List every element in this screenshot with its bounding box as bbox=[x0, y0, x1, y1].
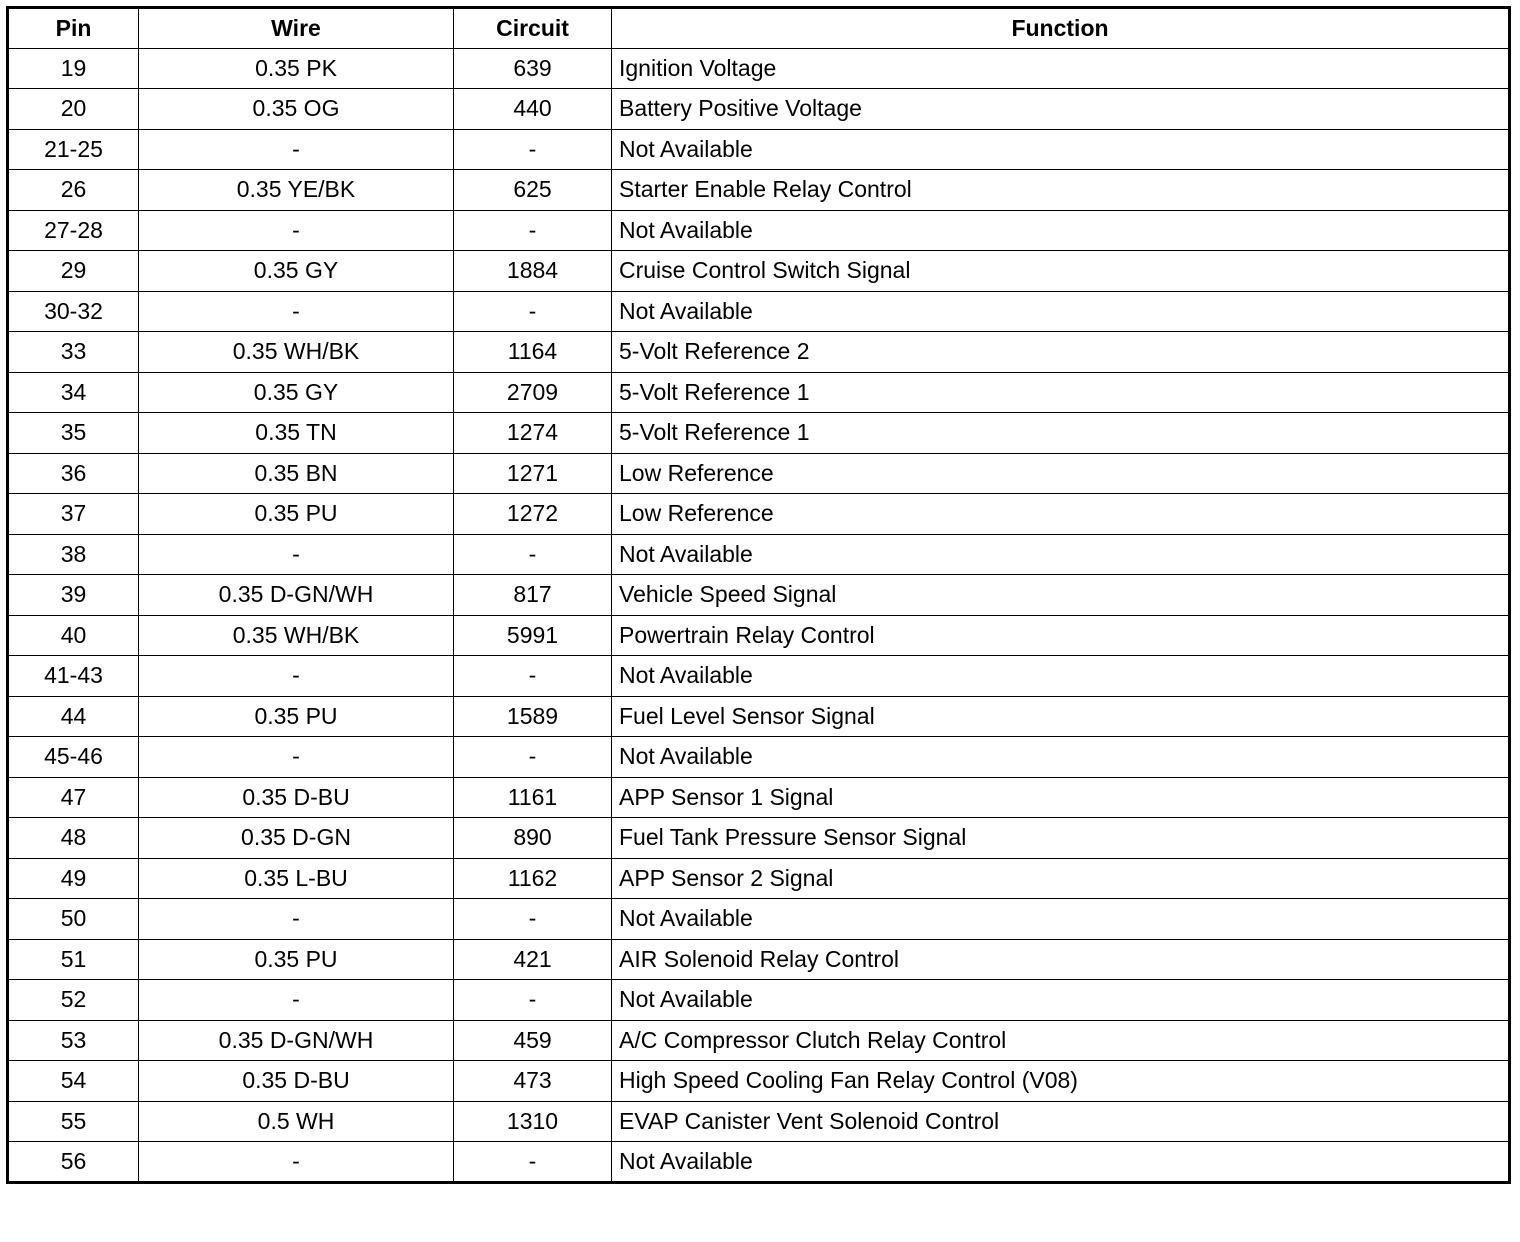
table-row bbox=[8, 1020, 1510, 1061]
function-cell: Not Available bbox=[612, 656, 1510, 697]
function-cell: EVAP Canister Vent Solenoid Control bbox=[612, 1101, 1510, 1142]
table-row bbox=[8, 737, 1510, 778]
wire-cell: - bbox=[139, 534, 454, 575]
table-row bbox=[8, 129, 1510, 170]
wire-cell: 0.35 WH/BK bbox=[139, 332, 454, 373]
table-row bbox=[8, 494, 1510, 535]
function-cell: Not Available bbox=[612, 1142, 1510, 1183]
wire-cell: 0.35 D-BU bbox=[139, 1061, 454, 1102]
pin-cell: 51 bbox=[8, 939, 139, 980]
function-cell: Not Available bbox=[612, 534, 1510, 575]
pin-cell: 20 bbox=[8, 89, 139, 130]
function-cell: High Speed Cooling Fan Relay Control (V08) bbox=[612, 1061, 1510, 1102]
table-row bbox=[8, 818, 1510, 859]
table-row bbox=[8, 210, 1510, 251]
function-cell: Not Available bbox=[612, 129, 1510, 170]
table-row bbox=[8, 1061, 1510, 1102]
pin-cell: 45-46 bbox=[8, 737, 139, 778]
pin-cell: 53 bbox=[8, 1020, 139, 1061]
wire-cell: 0.35 D-GN/WH bbox=[139, 575, 454, 616]
pin-cell: 35 bbox=[8, 413, 139, 454]
wire-cell: - bbox=[139, 210, 454, 251]
wire-cell: 0.35 L-BU bbox=[139, 858, 454, 899]
pin-cell: 41-43 bbox=[8, 656, 139, 697]
function-cell: APP Sensor 2 Signal bbox=[612, 858, 1510, 899]
wire-cell: 0.35 OG bbox=[139, 89, 454, 130]
wire-cell: 0.35 PU bbox=[139, 494, 454, 535]
function-cell: 5-Volt Reference 2 bbox=[612, 332, 1510, 373]
circuit-cell: 890 bbox=[454, 818, 612, 859]
header-function: Function bbox=[612, 8, 1510, 49]
pin-cell: 39 bbox=[8, 575, 139, 616]
table-row bbox=[8, 48, 1510, 89]
table-row bbox=[8, 453, 1510, 494]
function-cell: Not Available bbox=[612, 980, 1510, 1021]
wire-cell: - bbox=[139, 899, 454, 940]
table-row bbox=[8, 899, 1510, 940]
circuit-cell: 1272 bbox=[454, 494, 612, 535]
circuit-cell: 1589 bbox=[454, 696, 612, 737]
table-row bbox=[8, 1142, 1510, 1183]
function-cell: Low Reference bbox=[612, 494, 1510, 535]
circuit-cell: - bbox=[454, 534, 612, 575]
function-cell: Not Available bbox=[612, 899, 1510, 940]
pin-cell: 30-32 bbox=[8, 291, 139, 332]
wire-cell: 0.35 GY bbox=[139, 251, 454, 292]
function-cell: 5-Volt Reference 1 bbox=[612, 413, 1510, 454]
function-cell: A/C Compressor Clutch Relay Control bbox=[612, 1020, 1510, 1061]
function-cell: APP Sensor 1 Signal bbox=[612, 777, 1510, 818]
pin-cell: 34 bbox=[8, 372, 139, 413]
wire-cell: - bbox=[139, 1142, 454, 1183]
function-cell: Battery Positive Voltage bbox=[612, 89, 1510, 130]
wire-cell: 0.35 D-BU bbox=[139, 777, 454, 818]
wire-cell: 0.35 YE/BK bbox=[139, 170, 454, 211]
pin-cell: 27-28 bbox=[8, 210, 139, 251]
pin-cell: 55 bbox=[8, 1101, 139, 1142]
circuit-cell: 817 bbox=[454, 575, 612, 616]
table-body bbox=[8, 48, 1510, 1182]
table-row bbox=[8, 534, 1510, 575]
pin-cell: 26 bbox=[8, 170, 139, 211]
circuit-cell: 1274 bbox=[454, 413, 612, 454]
table-row bbox=[8, 656, 1510, 697]
circuit-cell: - bbox=[454, 210, 612, 251]
wire-cell: 0.35 D-GN bbox=[139, 818, 454, 859]
pin-cell: 40 bbox=[8, 615, 139, 656]
table-row bbox=[8, 332, 1510, 373]
circuit-cell: 473 bbox=[454, 1061, 612, 1102]
wire-cell: 0.35 D-GN/WH bbox=[139, 1020, 454, 1061]
pin-cell: 38 bbox=[8, 534, 139, 575]
circuit-cell: 1162 bbox=[454, 858, 612, 899]
circuit-cell: 421 bbox=[454, 939, 612, 980]
table-row bbox=[8, 170, 1510, 211]
pin-cell: 56 bbox=[8, 1142, 139, 1183]
wire-cell: 0.35 WH/BK bbox=[139, 615, 454, 656]
wire-cell: - bbox=[139, 737, 454, 778]
pin-cell: 36 bbox=[8, 453, 139, 494]
table-row bbox=[8, 251, 1510, 292]
circuit-cell: - bbox=[454, 737, 612, 778]
table-row bbox=[8, 980, 1510, 1021]
pin-cell: 49 bbox=[8, 858, 139, 899]
wire-cell: - bbox=[139, 129, 454, 170]
table-row bbox=[8, 939, 1510, 980]
function-cell: Fuel Level Sensor Signal bbox=[612, 696, 1510, 737]
wire-cell: - bbox=[139, 980, 454, 1021]
wire-cell: - bbox=[139, 291, 454, 332]
pin-cell: 47 bbox=[8, 777, 139, 818]
function-cell: Fuel Tank Pressure Sensor Signal bbox=[612, 818, 1510, 859]
function-cell: Powertrain Relay Control bbox=[612, 615, 1510, 656]
pin-cell: 29 bbox=[8, 251, 139, 292]
function-cell: Low Reference bbox=[612, 453, 1510, 494]
table-row bbox=[8, 372, 1510, 413]
function-cell: Not Available bbox=[612, 210, 1510, 251]
circuit-cell: - bbox=[454, 291, 612, 332]
circuit-cell: 1271 bbox=[454, 453, 612, 494]
circuit-cell: 5991 bbox=[454, 615, 612, 656]
function-cell: Vehicle Speed Signal bbox=[612, 575, 1510, 616]
function-cell: Ignition Voltage bbox=[612, 48, 1510, 89]
function-cell: AIR Solenoid Relay Control bbox=[612, 939, 1510, 980]
function-cell: Not Available bbox=[612, 737, 1510, 778]
circuit-cell: - bbox=[454, 129, 612, 170]
table-row bbox=[8, 696, 1510, 737]
header-circuit: Circuit bbox=[454, 8, 612, 49]
wire-cell: - bbox=[139, 656, 454, 697]
wire-cell: 0.5 WH bbox=[139, 1101, 454, 1142]
pin-cell: 52 bbox=[8, 980, 139, 1021]
circuit-cell: 1164 bbox=[454, 332, 612, 373]
pin-cell: 54 bbox=[8, 1061, 139, 1102]
table-row bbox=[8, 615, 1510, 656]
function-cell: Cruise Control Switch Signal bbox=[612, 251, 1510, 292]
pin-cell: 44 bbox=[8, 696, 139, 737]
circuit-cell: - bbox=[454, 980, 612, 1021]
table-row bbox=[8, 291, 1510, 332]
pin-cell: 33 bbox=[8, 332, 139, 373]
circuit-cell: 1884 bbox=[454, 251, 612, 292]
pin-cell: 50 bbox=[8, 899, 139, 940]
circuit-cell: 639 bbox=[454, 48, 612, 89]
function-cell: Not Available bbox=[612, 291, 1510, 332]
wire-cell: 0.35 PK bbox=[139, 48, 454, 89]
wire-cell: 0.35 TN bbox=[139, 413, 454, 454]
pin-cell: 19 bbox=[8, 48, 139, 89]
function-cell: Starter Enable Relay Control bbox=[612, 170, 1510, 211]
table-row bbox=[8, 1101, 1510, 1142]
header-pin: Pin bbox=[8, 8, 139, 49]
connector-pinout-table bbox=[6, 6, 1511, 1184]
table-row bbox=[8, 89, 1510, 130]
circuit-cell: - bbox=[454, 1142, 612, 1183]
circuit-cell: 625 bbox=[454, 170, 612, 211]
circuit-cell: 1310 bbox=[454, 1101, 612, 1142]
header-row bbox=[8, 8, 1510, 49]
table-row bbox=[8, 575, 1510, 616]
pin-cell: 37 bbox=[8, 494, 139, 535]
wire-cell: 0.35 PU bbox=[139, 696, 454, 737]
circuit-cell: 1161 bbox=[454, 777, 612, 818]
header-wire: Wire bbox=[139, 8, 454, 49]
wire-cell: 0.35 BN bbox=[139, 453, 454, 494]
function-cell: 5-Volt Reference 1 bbox=[612, 372, 1510, 413]
circuit-cell: 2709 bbox=[454, 372, 612, 413]
circuit-cell: 459 bbox=[454, 1020, 612, 1061]
wire-cell: 0.35 GY bbox=[139, 372, 454, 413]
circuit-cell: - bbox=[454, 656, 612, 697]
circuit-cell: 440 bbox=[454, 89, 612, 130]
wire-cell: 0.35 PU bbox=[139, 939, 454, 980]
table-row bbox=[8, 858, 1510, 899]
pin-cell: 21-25 bbox=[8, 129, 139, 170]
table-header bbox=[8, 8, 1510, 49]
pin-cell: 48 bbox=[8, 818, 139, 859]
circuit-cell: - bbox=[454, 899, 612, 940]
table-row bbox=[8, 413, 1510, 454]
table-row bbox=[8, 777, 1510, 818]
